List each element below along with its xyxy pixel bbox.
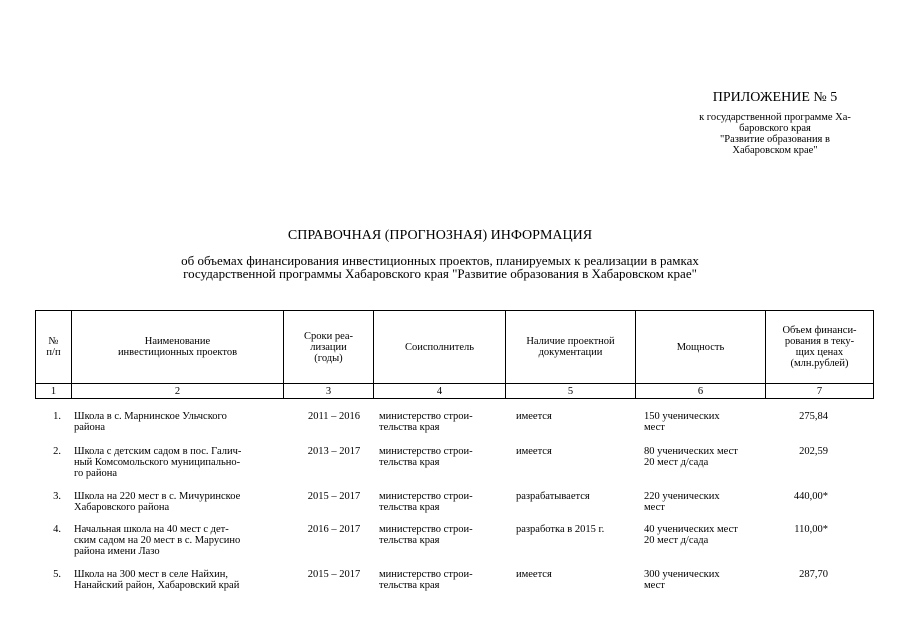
document-subtitle (120, 254, 760, 280)
column-header-docs: Наличие проектной документации (506, 311, 636, 384)
row-number: 2. (53, 446, 61, 457)
row-number: 4. (53, 524, 61, 535)
column-header-name: Наименование инвестиционных проектов (72, 311, 284, 384)
project-capacity: 40 ученических мест 20 мест д/сада (644, 524, 738, 546)
subtitle-line: государственной программы Хабаровского края "Развитие образования в Хабаровском крае" (183, 266, 697, 281)
project-executor: министерство строи- тельства края (379, 491, 473, 513)
project-executor: министерство строи- тельства края (379, 411, 473, 433)
column-number: 7 (766, 384, 874, 399)
column-number: 6 (636, 384, 766, 399)
column-header-capacity: Мощность (636, 311, 766, 384)
row-number: 1. (53, 411, 61, 422)
project-name: Школа с детским садом в пос. Галич- ный Комсомольского муниципально- го района (74, 446, 242, 479)
row-number: 3. (53, 491, 61, 502)
project-amount: 275,84 (799, 411, 828, 422)
column-number: 2 (72, 384, 284, 399)
column-header-amount: Объем финанси- рования в теку- щих ценах (млн.рублей) (766, 311, 874, 384)
project-years: 2013 – 2017 (307, 446, 361, 457)
subtitle-line: об объемах финансирования инвестиционных проектов, планируемых к реализации в рамках (181, 253, 699, 268)
project-docs: разработка в 2015 г. (516, 524, 605, 535)
project-name: Начальная школа на 40 мест с дет- ским садом на 20 мест в с. Марусино района имени Лазо (74, 524, 241, 557)
project-amount: 440,00* (793, 491, 828, 502)
table-header (35, 310, 874, 399)
column-header-years: Сроки реа- лизации (годы) (284, 311, 374, 384)
project-years: 2011 – 2016 (307, 411, 361, 422)
appendix-block (675, 90, 875, 156)
project-amount: 287,70 (799, 569, 828, 580)
project-capacity: 150 ученических мест (644, 411, 720, 433)
project-docs: имеется (516, 411, 552, 422)
project-name: Школа в с. Марнинское Ульчского района (74, 411, 227, 433)
appendix-line: Хабаровском крае" (732, 145, 818, 156)
project-capacity: 300 ученических мест (644, 569, 720, 591)
project-name: Школа на 300 мест в селе Найхин, Нанайский район, Хабаровский край (74, 569, 240, 591)
project-years: 2015 – 2017 (307, 569, 361, 580)
project-amount: 110,00* (794, 524, 828, 535)
row-number: 5. (53, 569, 61, 580)
appendix-title: ПРИЛОЖЕНИЕ № 5 (712, 90, 838, 105)
project-executor: министерство строи- тельства края (379, 446, 473, 468)
column-number: 5 (506, 384, 636, 399)
project-docs: имеется (516, 569, 552, 580)
document-heading (120, 228, 760, 280)
project-years: 2016 – 2017 (307, 524, 361, 535)
project-docs: имеется (516, 446, 552, 457)
column-header-number: № п/п (36, 311, 72, 384)
project-executor: министерство строи- тельства края (379, 569, 473, 591)
project-amount: 202,59 (799, 446, 828, 457)
appendix-note (675, 112, 875, 156)
project-capacity: 220 ученических мест (644, 491, 720, 513)
appendix-line: к государственной программе Ха- (699, 112, 851, 123)
project-years: 2015 – 2017 (307, 491, 361, 502)
column-number: 3 (284, 384, 374, 399)
column-number: 4 (374, 384, 506, 399)
column-number: 1 (36, 384, 72, 399)
project-docs: разрабатывается (516, 491, 590, 502)
appendix-line: "Развитие образования в (720, 134, 830, 145)
project-executor: министерство строи- тельства края (379, 524, 473, 546)
project-name: Школа на 220 мест в с. Мичуринское Хабаровского района (74, 491, 241, 513)
project-capacity: 80 ученических мест 20 мест д/сада (644, 446, 738, 468)
column-header-executor: Соисполнитель (374, 311, 506, 384)
document-title: СПРАВОЧНАЯ (ПРОГНОЗНАЯ) ИНФОРМАЦИЯ (287, 228, 593, 243)
appendix-line: баровского края (739, 123, 811, 134)
